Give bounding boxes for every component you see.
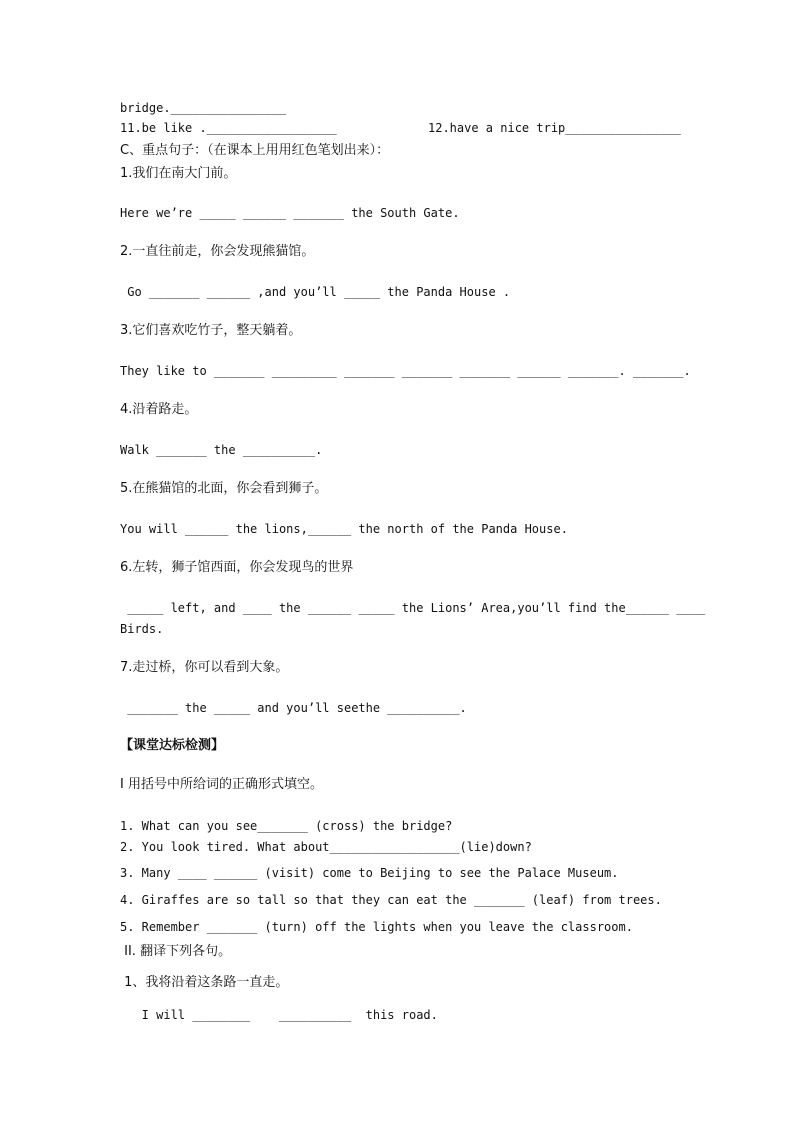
question-4: 4. Giraffes are so tall so that they can eat the _______ (leaf) from trees. <box>120 893 662 907</box>
sentence-1-english: Here we’re _____ ______ _______ the South Gate. <box>120 206 460 220</box>
sentence-3-chinese: 3.它们喜欢吃竹子，整天躺着。 <box>120 323 302 338</box>
sentence-4-chinese: 4.沿着路走。 <box>120 402 198 417</box>
sentences-heading: C、重点句子：（在课本上用用红色笔划出来）： <box>120 143 390 158</box>
sentence-6-english-line-1: _____ left, and ____ the ______ _____ the Lions’ Area,you’ll find the______ ____ <box>120 601 706 615</box>
question-5: 5. Remember _______ (turn) off the lights when you leave the classroom. <box>120 920 633 934</box>
question-3: 3. Many ____ ______ (visit) come to Beijing to see the Palace Museum. <box>120 866 619 880</box>
vocab-item-11: 11.be like .__________________ <box>120 121 337 135</box>
translation-1-chinese: 1、我将沿着这条路一直走。 <box>120 975 289 990</box>
question-1: 1. What can you see_______ (cross) the bridge? <box>120 819 453 833</box>
sentence-7-english: _______ the _____ and you’ll seethe __________. <box>120 701 467 715</box>
sentence-7-chinese: 7.走过桥，你可以看到大象。 <box>120 660 289 675</box>
sentence-5-english: You will ______ the lions,______ the north of the Panda House. <box>120 522 568 536</box>
sentence-2-chinese: 2.一直往前走，你会发现熊猫馆。 <box>120 244 315 259</box>
vocab-bridge: bridge.________________ <box>120 101 287 115</box>
sentence-6-english-line-2: Birds. <box>120 622 164 636</box>
translation-1-english: I will ________ __________ this road. <box>120 1008 438 1022</box>
sentence-4-english: Walk _______ the __________. <box>120 443 323 457</box>
sentence-5-chinese: 5.在熊猫馆的北面，你会看到狮子。 <box>120 481 328 496</box>
part-2-title: II. 翻译下列各句。 <box>120 944 232 959</box>
sentence-6-chinese: 6.左转，狮子馆西面，你会发现鸟的世界 <box>120 560 354 575</box>
sentence-1-chinese: 1.我们在南大门前。 <box>120 166 237 181</box>
test-heading: 【课堂达标检测】 <box>120 738 225 753</box>
vocab-item-12: 12.have a nice trip________________ <box>428 121 681 135</box>
sentence-2-english: Go _______ ______ ,and you’ll _____ the Panda House . <box>120 285 511 299</box>
part-1-title: I 用括号中所给词的正确形式填空。 <box>120 777 323 792</box>
sentence-3-english: They like to _______ _________ _______ _______ _______ ______ _______. _______. <box>120 364 691 378</box>
question-2: 2. You look tired. What about__________________(lie)down? <box>120 840 532 854</box>
